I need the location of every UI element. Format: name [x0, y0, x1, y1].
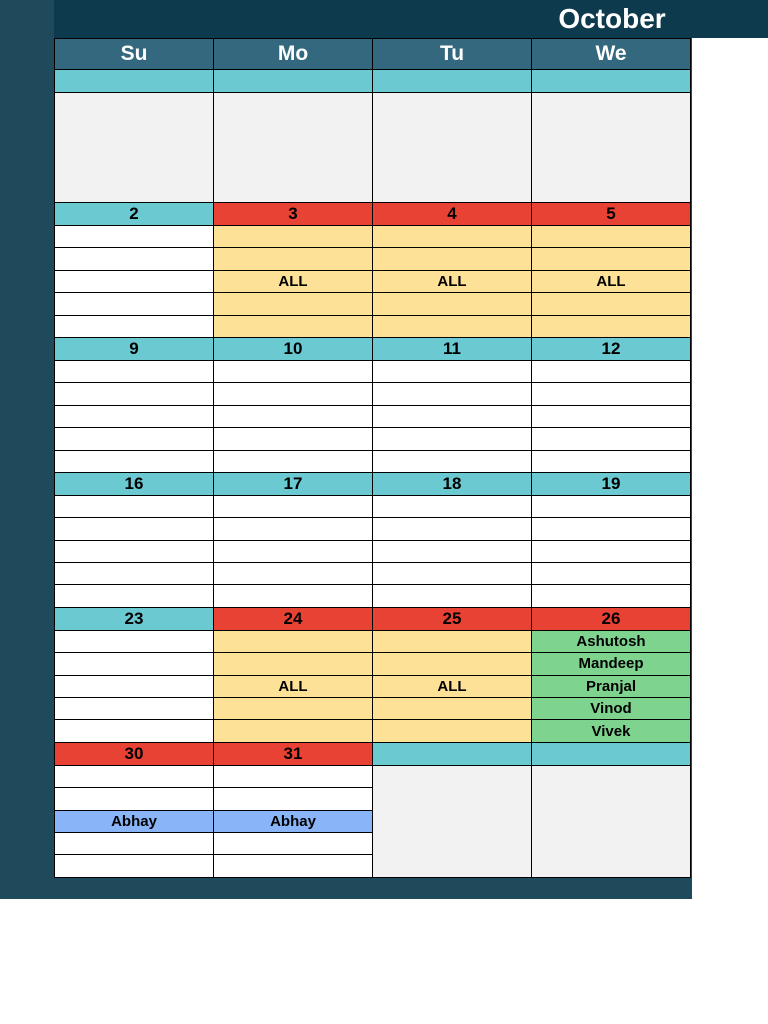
event-all[interactable]: ALL [373, 270, 532, 292]
day-number[interactable]: 10 [214, 337, 373, 360]
day-cell-empty[interactable] [532, 742, 691, 765]
slot-cell[interactable] [532, 248, 691, 270]
slot-cell[interactable] [214, 630, 373, 652]
slot-cell[interactable] [214, 360, 373, 382]
day-number[interactable]: 4 [373, 203, 532, 226]
slot-cell[interactable] [532, 226, 691, 248]
slot-cell[interactable] [214, 540, 373, 562]
day-number[interactable]: 5 [532, 203, 691, 226]
slot-cell[interactable] [55, 765, 214, 787]
day-number[interactable]: 30 [55, 742, 214, 765]
day-cell-empty[interactable] [214, 70, 373, 93]
event-all[interactable]: ALL [532, 270, 691, 292]
slot-cell[interactable] [214, 653, 373, 675]
slot-cell[interactable] [214, 765, 373, 787]
slot-row [55, 383, 691, 405]
slot-cell[interactable] [214, 585, 373, 607]
slot-cell[interactable] [373, 226, 532, 248]
slot-cell[interactable] [55, 653, 214, 675]
dow-monday: Mo [214, 39, 373, 70]
slot-cell[interactable] [55, 248, 214, 270]
slot-cell[interactable] [55, 405, 214, 427]
slot-cell[interactable] [532, 315, 691, 337]
event-person[interactable]: Abhay [55, 810, 214, 832]
slot-cell[interactable] [373, 540, 532, 562]
day-number[interactable]: 18 [373, 472, 532, 495]
slot-cell[interactable] [532, 293, 691, 315]
event-person[interactable]: Mandeep [532, 653, 691, 675]
day-number[interactable]: 9 [55, 337, 214, 360]
blank-cell [373, 93, 532, 203]
slot-cell[interactable] [532, 405, 691, 427]
slot-cell[interactable] [214, 518, 373, 540]
slot-cell[interactable] [55, 540, 214, 562]
event-person[interactable]: Vivek [532, 720, 691, 742]
slot-cell[interactable] [373, 563, 532, 585]
day-number[interactable]: 23 [55, 607, 214, 630]
slot-cell[interactable] [532, 428, 691, 450]
slot-row [55, 630, 691, 652]
slot-cell[interactable] [373, 653, 532, 675]
slot-cell[interactable] [55, 585, 214, 607]
slot-cell[interactable] [214, 293, 373, 315]
slot-cell[interactable] [373, 315, 532, 337]
day-number[interactable]: 31 [214, 742, 373, 765]
slot-row [55, 675, 691, 697]
slot-cell[interactable] [55, 495, 214, 517]
slot-cell[interactable] [55, 832, 214, 854]
slot-cell[interactable] [214, 495, 373, 517]
slot-row [55, 720, 691, 742]
calendar-grid [54, 38, 691, 878]
blank-cell [373, 765, 532, 877]
slot-cell[interactable] [373, 360, 532, 382]
slot-cell[interactable] [55, 855, 214, 877]
week-3-day-numbers [55, 472, 691, 495]
blank-cell [55, 93, 214, 203]
slot-cell[interactable] [373, 630, 532, 652]
slot-cell[interactable] [214, 563, 373, 585]
day-number[interactable]: 3 [214, 203, 373, 226]
slot-cell[interactable] [532, 383, 691, 405]
slot-cell[interactable] [214, 855, 373, 877]
day-number[interactable]: 12 [532, 337, 691, 360]
day-number[interactable]: 11 [373, 337, 532, 360]
slot-cell[interactable] [55, 630, 214, 652]
blank-cell [214, 93, 373, 203]
month-title: October [558, 3, 666, 34]
event-all[interactable]: ALL [214, 270, 373, 292]
slot-row [55, 405, 691, 427]
slot-row [55, 698, 691, 720]
slot-row [55, 540, 691, 562]
slot-cell[interactable] [214, 832, 373, 854]
week-0-day-numbers [55, 70, 691, 93]
slot-row [55, 315, 691, 337]
slot-cell[interactable] [55, 698, 214, 720]
slot-row [55, 563, 691, 585]
slot-cell[interactable] [373, 585, 532, 607]
day-cell-empty[interactable] [373, 742, 532, 765]
day-cell-empty[interactable] [532, 70, 691, 93]
slot-cell[interactable] [532, 563, 691, 585]
slot-row [55, 518, 691, 540]
slot-cell[interactable] [214, 450, 373, 472]
slot-cell[interactable] [214, 428, 373, 450]
event-person[interactable]: Abhay [214, 810, 373, 832]
slot-cell[interactable] [532, 585, 691, 607]
slot-row [55, 226, 691, 248]
slot-row [55, 293, 691, 315]
day-number[interactable]: 19 [532, 472, 691, 495]
week-0-blank [55, 93, 691, 203]
slot-cell[interactable] [214, 248, 373, 270]
blank-cell [532, 93, 691, 203]
slot-row [55, 765, 691, 787]
dow-wednesday: We [532, 39, 691, 70]
slot-cell[interactable] [373, 698, 532, 720]
slot-row [55, 360, 691, 382]
day-cell-empty[interactable] [55, 70, 214, 93]
slot-cell[interactable] [532, 518, 691, 540]
slot-cell[interactable] [373, 293, 532, 315]
dow-sunday: Su [55, 39, 214, 70]
blank-cell [532, 765, 691, 877]
slot-row [55, 248, 691, 270]
slot-cell[interactable] [214, 405, 373, 427]
week-5-day-numbers [55, 742, 691, 765]
day-number[interactable]: 24 [214, 607, 373, 630]
event-all[interactable]: ALL [214, 675, 373, 697]
slot-cell[interactable] [55, 788, 214, 810]
slot-cell[interactable] [532, 450, 691, 472]
slot-cell[interactable] [373, 405, 532, 427]
slot-cell[interactable] [373, 495, 532, 517]
slot-cell[interactable] [214, 383, 373, 405]
slot-cell[interactable] [214, 226, 373, 248]
slot-cell[interactable] [373, 518, 532, 540]
slot-cell[interactable] [532, 360, 691, 382]
day-cell-empty[interactable] [373, 70, 532, 93]
slot-cell[interactable] [373, 248, 532, 270]
slot-cell[interactable] [55, 518, 214, 540]
week-1-day-numbers [55, 203, 691, 226]
week-4-day-numbers [55, 607, 691, 630]
slot-row [55, 428, 691, 450]
day-number[interactable]: 25 [373, 607, 532, 630]
slot-cell[interactable] [55, 360, 214, 382]
week-2-day-numbers [55, 337, 691, 360]
slot-cell[interactable] [55, 675, 214, 697]
slot-cell[interactable] [532, 540, 691, 562]
event-person[interactable]: Vinod [532, 698, 691, 720]
event-person[interactable]: Ashutosh [532, 630, 691, 652]
slot-cell[interactable] [55, 720, 214, 742]
slot-cell[interactable] [55, 293, 214, 315]
slot-cell[interactable] [55, 226, 214, 248]
event-person[interactable]: Pranjal [532, 675, 691, 697]
dow-tuesday: Tu [373, 39, 532, 70]
slot-cell[interactable] [55, 450, 214, 472]
slot-cell[interactable] [55, 315, 214, 337]
slot-row [55, 653, 691, 675]
slot-cell[interactable] [373, 450, 532, 472]
slot-cell[interactable] [532, 495, 691, 517]
event-all[interactable]: ALL [373, 675, 532, 697]
day-number[interactable]: 2 [55, 203, 214, 226]
slot-row [55, 270, 691, 292]
slot-cell[interactable] [55, 270, 214, 292]
day-number[interactable]: 26 [532, 607, 691, 630]
slot-cell[interactable] [55, 383, 214, 405]
slot-row [55, 450, 691, 472]
slot-cell[interactable] [373, 720, 532, 742]
day-number[interactable]: 16 [55, 472, 214, 495]
slot-cell[interactable] [55, 563, 214, 585]
day-of-week-header [55, 39, 691, 70]
slot-row [55, 585, 691, 607]
slot-cell[interactable] [55, 428, 214, 450]
slot-cell[interactable] [214, 315, 373, 337]
slot-cell[interactable] [214, 720, 373, 742]
slot-row [55, 495, 691, 517]
slot-cell[interactable] [373, 383, 532, 405]
day-number[interactable]: 17 [214, 472, 373, 495]
slot-cell[interactable] [214, 698, 373, 720]
slot-cell[interactable] [373, 428, 532, 450]
slot-cell[interactable] [214, 788, 373, 810]
